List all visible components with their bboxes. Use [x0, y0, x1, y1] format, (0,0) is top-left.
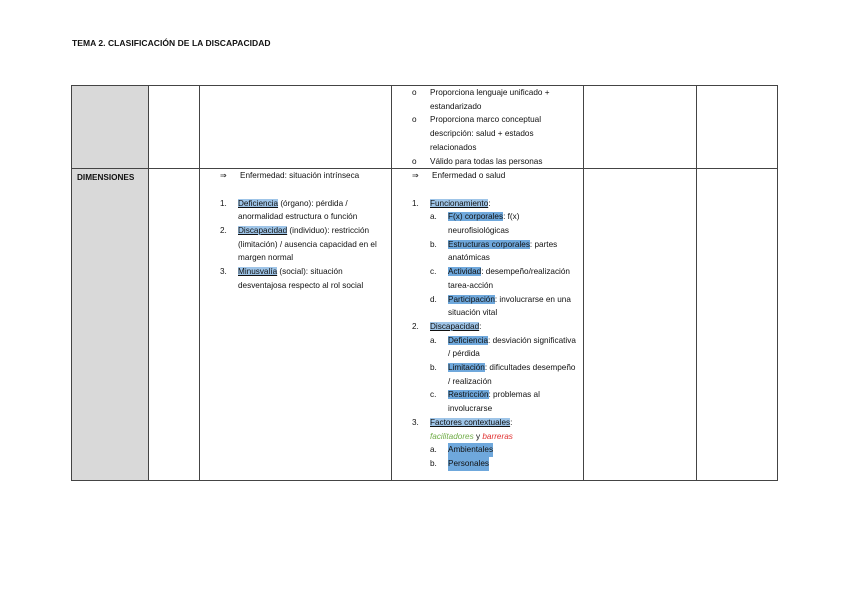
list-item [220, 265, 385, 292]
bullet-mark: o [412, 115, 417, 125]
sub-item [412, 388, 577, 415]
sub-term: Estructuras corporales [448, 239, 530, 249]
note-facilitadores: facilitadores [430, 431, 474, 441]
item-number: 2. [412, 321, 419, 331]
cif-features-cell [392, 86, 584, 169]
list-item [412, 113, 577, 154]
arrow-text: Enfermedad: situación intrínseca [240, 171, 360, 181]
factores-note [412, 430, 577, 444]
bullet-mark: o [412, 88, 417, 97]
table-cell [200, 86, 392, 169]
sub-term: Ambientales [448, 443, 493, 457]
section-title: Funcionamiento [430, 198, 489, 208]
ciddm-dimensions-cell [200, 169, 392, 481]
bullet-mark: o [412, 156, 417, 166]
sub-description: : desempeño/realización tarea-acción [448, 267, 570, 290]
arrow-item [220, 169, 385, 183]
section-colon: : [488, 198, 491, 208]
table-row [72, 169, 778, 481]
arrow-icon: ⇒ [412, 171, 419, 181]
term-description: (social): situación desventajosa respecto al rol social [238, 267, 364, 290]
sub-term: Actividad [448, 267, 482, 277]
section-funcionamiento [412, 197, 577, 211]
section-factores [412, 416, 577, 430]
sub-term: Deficiencia [448, 335, 489, 345]
sub-letter: b. [430, 239, 437, 249]
section-title: Discapacidad [430, 321, 480, 331]
sub-description: : dificultades desempeño / realización [448, 363, 576, 386]
arrow-item [412, 169, 577, 183]
arrow-icon: ⇒ [220, 171, 227, 181]
list-item [220, 197, 385, 224]
sub-letter: c. [430, 390, 437, 400]
sub-letter: b. [430, 458, 437, 468]
sub-letter: c. [430, 267, 437, 277]
sub-letter: a. [430, 445, 437, 455]
sub-letter: b. [430, 363, 437, 373]
note-barreras: barreras [482, 431, 513, 441]
classification-table [71, 85, 778, 481]
section-title: Factores contextuales [430, 417, 511, 427]
row-label-dimensiones: DIMENSIONES [72, 169, 149, 481]
sub-item [412, 210, 577, 237]
item-number: 1. [220, 198, 227, 208]
sub-letter: a. [430, 335, 437, 345]
sub-item [412, 361, 577, 388]
cif-dimensions-cell [392, 169, 584, 481]
bullet-text: Proporciona marco conceptual descripción: salud + estados relacionados [430, 115, 542, 152]
table-cell [149, 169, 200, 481]
sub-term: Limitación [448, 363, 485, 373]
sub-letter: d. [430, 294, 437, 304]
bullet-text: Proporciona lenguaje unificado + estandarizado [430, 88, 550, 111]
sub-description: : involucrarse en una situación vital [448, 294, 571, 318]
sub-term: F(x) corporales [448, 212, 504, 222]
table-cell [149, 86, 200, 169]
sub-term: Participación [448, 294, 495, 304]
sub-item [412, 265, 577, 292]
sub-item [412, 443, 577, 457]
term-minusvalia: Minusvalía [238, 267, 278, 277]
section-discapacidad [412, 320, 577, 334]
table-cell [697, 86, 778, 169]
term-deficiencia: Deficiencia [238, 198, 279, 208]
table-cell [584, 86, 697, 169]
list-item [412, 86, 577, 113]
item-number: 3. [220, 267, 227, 277]
document-title: TEMA 2. CLASIFICACIÓN DE LA DISCAPACIDAD [72, 38, 271, 48]
arrow-text: Enfermedad o salud [432, 171, 506, 181]
item-number: 2. [220, 226, 227, 236]
list-item [220, 224, 385, 265]
table-cell [697, 169, 778, 481]
term-description: (individuo): restricción (limitación) / ausencia capacidad en el margen normal [238, 226, 377, 263]
sub-term: Personales [448, 457, 489, 471]
sub-letter: a. [430, 212, 437, 222]
sub-item [412, 334, 577, 361]
table-cell [584, 169, 697, 481]
sub-term: Restricción [448, 390, 489, 400]
item-number: 3. [412, 417, 419, 427]
item-number: 1. [412, 198, 419, 208]
row-label-empty [72, 86, 149, 169]
sub-description: : f(x) neurofisiológicas [448, 212, 520, 236]
bullet-text: Válido para todas las personas [430, 156, 543, 166]
note-connector: y [473, 431, 483, 441]
sub-description: : partes anatómicas [448, 239, 558, 263]
table-row [72, 86, 778, 169]
sub-description: : desviación significativa / pérdida [448, 335, 576, 359]
section-colon: : [479, 321, 482, 331]
term-description: (órgano): pérdida / anormalidad estructura o función [238, 198, 358, 222]
sub-description: : problemas al involucrarse [448, 390, 540, 414]
sub-item [412, 293, 577, 320]
sub-item [412, 238, 577, 265]
sub-item [412, 457, 577, 471]
section-colon: : [510, 417, 513, 427]
list-item [412, 155, 577, 169]
term-discapacidad: Discapacidad [238, 226, 288, 236]
